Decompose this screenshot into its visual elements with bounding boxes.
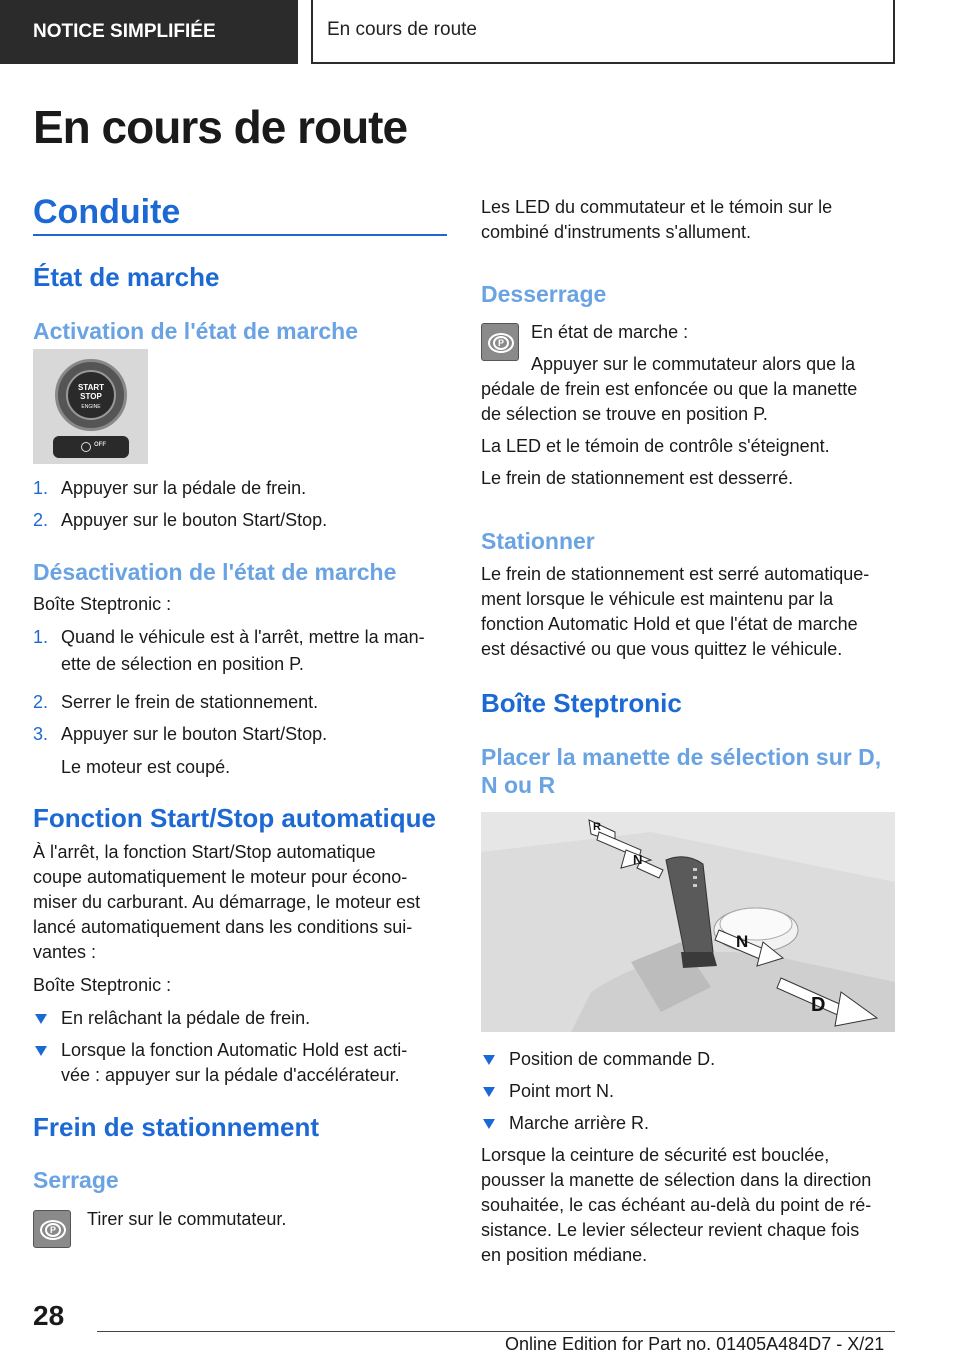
bullet-text: Point mort N.: [509, 1081, 615, 1101]
stop-label: STOP: [80, 392, 102, 401]
step-number: 2.: [33, 692, 49, 712]
bullet-triangle-icon: [483, 1087, 495, 1097]
bullet-text: Lorsque la fonction Automatic Hold est acti-: [61, 1040, 408, 1060]
paragraph-line: lancé automatiquement dans les conditions sui-: [33, 917, 413, 937]
paragraph-line: Les LED du commutateur et le témoin sur le: [481, 197, 833, 217]
paragraph-line: vantes :: [33, 942, 97, 962]
page-title: En cours de route: [33, 101, 408, 153]
step-number: 1.: [33, 478, 49, 498]
heading-boite-steptronic: Boîte Steptronic: [481, 688, 682, 718]
paragraph-line: Lorsque la ceinture de sécurité est bouclée,: [481, 1145, 830, 1165]
result-text: Le moteur est coupé.: [61, 757, 231, 777]
step-number: 3.: [33, 724, 49, 744]
footer-edition: Online Edition for Part no. 01405A484D7 - X/21: [505, 1334, 885, 1354]
heading-start-stop: Fonction Start/Stop automatique: [33, 803, 436, 833]
paragraph-line: La LED et le témoin de contrôle s'éteignent.: [481, 436, 830, 456]
paragraph-line: pédale de frein est enfoncée ou que la manette: [481, 379, 858, 399]
heading-conduite: Conduite: [33, 193, 181, 231]
bullet-text: Marche arrière R.: [509, 1113, 650, 1133]
paragraph-line: miser du carburant. Au démarrage, le moteur est: [33, 892, 421, 912]
step-text: Quand le véhicule est à l'arrêt, mettre la man-: [61, 627, 425, 647]
serrage-text: Tirer sur le commutateur.: [87, 1209, 287, 1229]
start-stop-button-image: [33, 349, 148, 464]
header-chapter-tab: En cours de route: [311, 0, 895, 64]
paragraph-line: À l'arrêt, la fonction Start/Stop automatique: [33, 842, 376, 862]
paragraph-line: Le frein de stationnement est serré automatique-: [481, 564, 870, 584]
paragraph-line: Le frein de stationnement est desserré.: [481, 468, 794, 488]
paragraph-line: ment lorsque le véhicule est maintenu par la: [481, 589, 834, 609]
paragraph-line: est désactivé ou que vous quittez le véhicule.: [481, 639, 843, 659]
parking-brake-switch-icon: P: [33, 1210, 71, 1248]
step-number: 1.: [33, 627, 49, 647]
step-text: ette de sélection en position P.: [61, 654, 304, 674]
gear-selector-drawing: [481, 812, 895, 1032]
footer-rule: [97, 1331, 895, 1332]
bullet-triangle-icon: [483, 1055, 495, 1065]
paragraph-line: En état de marche :: [531, 322, 689, 342]
step-number: 2.: [33, 510, 49, 530]
paragraph-line: sistance. Le levier sélecteur revient chaque fois: [481, 1220, 860, 1240]
heading-placer-line-2: N ou R: [481, 772, 556, 798]
paragraph-line: souhaitée, le cas échéant au-delà du point de ré-: [481, 1195, 872, 1215]
heading-activation: Activation de l'état de marche: [33, 318, 359, 344]
paragraph-line: Appuyer sur le commutateur alors que la: [531, 354, 856, 374]
heading-serrage: Serrage: [33, 1167, 119, 1193]
bullet-triangle-icon: [483, 1119, 495, 1129]
paragraph-line: fonction Automatic Hold et que l'état de marche: [481, 614, 858, 634]
boite-label: Boîte Steptronic :: [33, 594, 172, 614]
bullet-text: vée : appuyer sur la pédale d'accélérateur.: [61, 1065, 400, 1085]
gear-label-n: N: [736, 932, 749, 951]
gear-label-r: R: [593, 821, 601, 833]
gear-selector-image: [481, 812, 895, 1032]
heading-desserrage: Desserrage: [481, 281, 607, 307]
paragraph-line: coupe automatiquement le moteur pour écono-: [33, 867, 408, 887]
step-text: Serrer le frein de stationnement.: [61, 692, 319, 712]
header-section-tab: NOTICE SIMPLIFIÉE: [0, 0, 298, 64]
bullet-text: En relâchant la pédale de frein.: [61, 1008, 311, 1028]
parking-brake-switch-icon: P: [481, 323, 519, 361]
boite-label: Boîte Steptronic :: [33, 975, 172, 995]
paragraph-line: en position médiane.: [481, 1245, 648, 1265]
step-text: Appuyer sur la pédale de frein.: [61, 478, 307, 498]
heading-stationner: Stationner: [481, 528, 595, 554]
paragraph-line: de sélection se trouve en position P.: [481, 404, 768, 424]
heading-placer-line-1: Placer la manette de sélection sur D,: [481, 744, 882, 770]
auto-hold-icon: [81, 442, 91, 452]
heading-frein: Frein de stationnement: [33, 1112, 320, 1142]
step-text: Appuyer sur le bouton Start/Stop.: [61, 510, 328, 530]
bullet-triangle-icon: [35, 1046, 47, 1056]
step-text: Appuyer sur le bouton Start/Stop.: [61, 724, 328, 744]
heading-rule: [33, 234, 447, 236]
paragraph-line: pousser la manette de sélection dans la direction: [481, 1170, 872, 1190]
gear-label-n: N: [633, 852, 643, 867]
start-label: START: [77, 383, 105, 392]
page-number: 28: [33, 1300, 65, 1331]
engine-label: ENGINE: [81, 404, 101, 410]
gear-label-d: D: [811, 994, 826, 1016]
heading-etat-de-marche: État de marche: [33, 262, 220, 292]
bullet-text: Position de commande D.: [509, 1049, 716, 1069]
off-label: OFF: [94, 442, 106, 448]
bullet-triangle-icon: [35, 1014, 47, 1024]
paragraph-line: combiné d'instruments s'allument.: [481, 222, 751, 242]
heading-desactivation: Désactivation de l'état de marche: [33, 559, 397, 585]
